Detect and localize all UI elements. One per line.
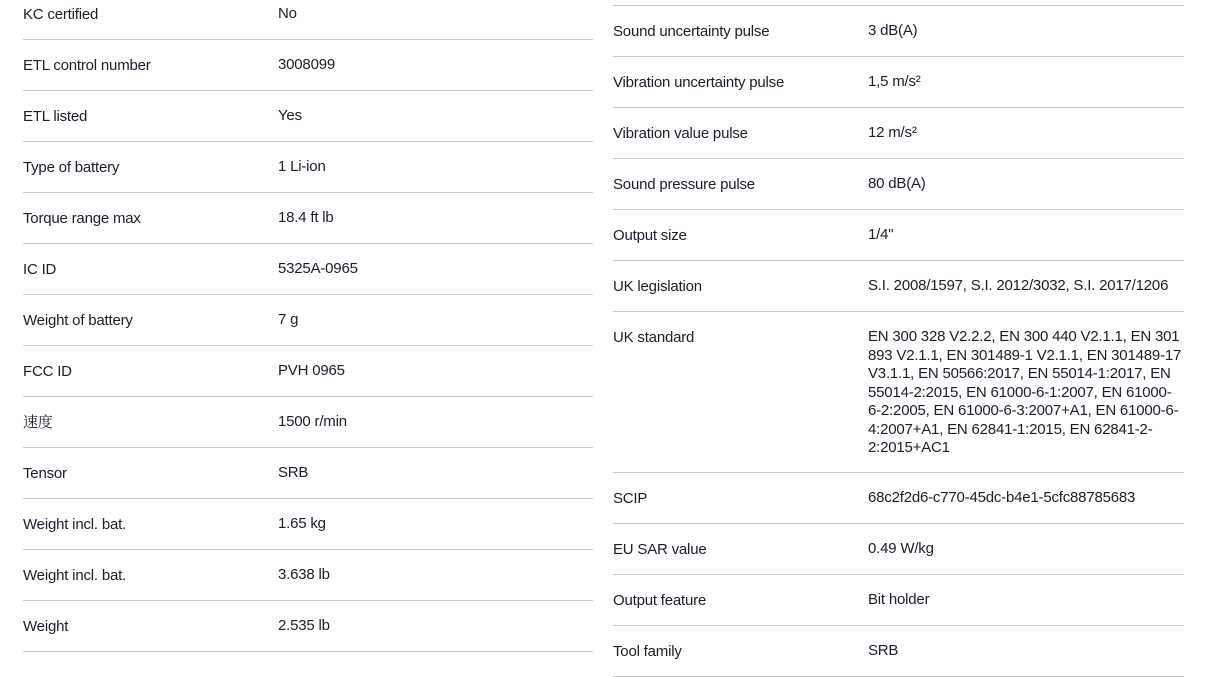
table-row xyxy=(23,499,593,550)
spec-value: S.I. 2008/1597, S.I. 2012/3032, S.I. 2017/1206 xyxy=(868,277,1169,294)
table-row xyxy=(23,244,593,295)
table-row xyxy=(23,40,593,91)
spec-label: Tool family xyxy=(613,642,682,660)
table-row xyxy=(613,108,1184,159)
spec-value: PVH 0965 xyxy=(278,362,345,379)
table-row xyxy=(613,524,1184,575)
spec-value: 7 g xyxy=(278,311,299,328)
spec-label: EU SAR value xyxy=(613,540,707,558)
spec-label: Type of battery xyxy=(23,159,120,176)
spec-table-left-column xyxy=(23,0,593,652)
spec-value: 2.535 lb xyxy=(278,617,330,634)
spec-label: UK standard xyxy=(613,329,695,346)
spec-label: Vibration value pulse xyxy=(613,125,748,142)
table-row xyxy=(613,210,1184,261)
spec-value: 12 m/s² xyxy=(868,124,917,141)
spec-value: 5325A-0965 xyxy=(278,260,358,277)
spec-value: EN 300 328 V2.2.2, EN 300 440 V2.1.1, EN 301 893 V2.1.1, EN 301489-1 V2.1.1, EN 301489-17 V3.1.1, EN 50566:2017, EN 55014-1:2017, EN 55014-2:2015, EN 61000-6-1:2007, EN 61000-6-2:2005, EN 61000-6-3:2007+A1, EN 61000-6-4:2007+A1, EN 62841-1:2015, EN 62841-2-2:2015+AC1 xyxy=(868,328,1182,456)
spec-label: UK legislation xyxy=(613,278,702,295)
spec-label: ETL listed xyxy=(23,108,88,125)
spec-label: Output size xyxy=(613,227,687,244)
spec-label: SCIP xyxy=(613,489,648,507)
table-row xyxy=(23,448,593,499)
table-row xyxy=(23,0,593,40)
table-row xyxy=(613,312,1184,473)
spec-value: Bit holder xyxy=(868,590,930,608)
spec-label: IC ID xyxy=(23,261,57,278)
table-row xyxy=(23,397,593,448)
spec-value: 1,5 m/s² xyxy=(868,73,921,90)
table-row xyxy=(613,626,1184,677)
spec-value: 68c2f2d6-c770-45dc-b4e1-5cfc88785683 xyxy=(868,488,1136,506)
spec-label: ETL control number xyxy=(23,57,151,74)
table-row xyxy=(23,142,593,193)
table-row xyxy=(613,575,1184,626)
spec-label: Sound uncertainty pulse xyxy=(613,23,770,40)
spec-label: Vibration uncertainty pulse xyxy=(613,74,785,91)
spec-value: 0.49 W/kg xyxy=(868,539,934,557)
spec-value: Yes xyxy=(278,107,302,124)
spec-label: Weight of battery xyxy=(23,312,133,329)
spec-value: SRB xyxy=(278,464,309,481)
table-row xyxy=(23,346,593,397)
spec-label: FCC ID xyxy=(23,363,72,380)
spec-value: 1/4" xyxy=(868,226,894,243)
spec-label: Weight incl. bat. xyxy=(23,567,127,584)
spec-label: Weight xyxy=(23,618,69,635)
table-row xyxy=(613,261,1184,312)
spec-value: 3 dB(A) xyxy=(868,22,918,39)
spec-value: SRB xyxy=(868,641,899,659)
spec-table-right-column xyxy=(613,5,1184,677)
spec-label: 速度 xyxy=(23,414,53,431)
table-row xyxy=(23,550,593,601)
spec-value: 1500 r/min xyxy=(278,413,347,430)
spec-label: KC certified xyxy=(23,6,99,23)
table-row xyxy=(23,193,593,244)
spec-label: Torque range max xyxy=(23,210,141,227)
table-row xyxy=(23,601,593,652)
spec-value: 3008099 xyxy=(278,56,335,73)
spec-value: 1 Li-ion xyxy=(278,158,326,175)
table-row xyxy=(613,57,1184,108)
spec-label: Tensor xyxy=(23,465,67,482)
spec-label: Output feature xyxy=(613,591,707,609)
table-row xyxy=(23,295,593,346)
spec-value: 18.4 ft lb xyxy=(278,209,334,226)
spec-value: 1.65 kg xyxy=(278,515,326,532)
spec-value: No xyxy=(278,5,297,22)
spec-value: 3.638 lb xyxy=(278,566,330,583)
spec-label: Sound pressure pulse xyxy=(613,176,755,193)
table-row xyxy=(23,91,593,142)
table-row xyxy=(613,473,1184,524)
table-row xyxy=(613,6,1184,57)
table-row xyxy=(613,159,1184,210)
spec-label: Weight incl. bat. xyxy=(23,516,127,533)
spec-value: 80 dB(A) xyxy=(868,175,926,192)
